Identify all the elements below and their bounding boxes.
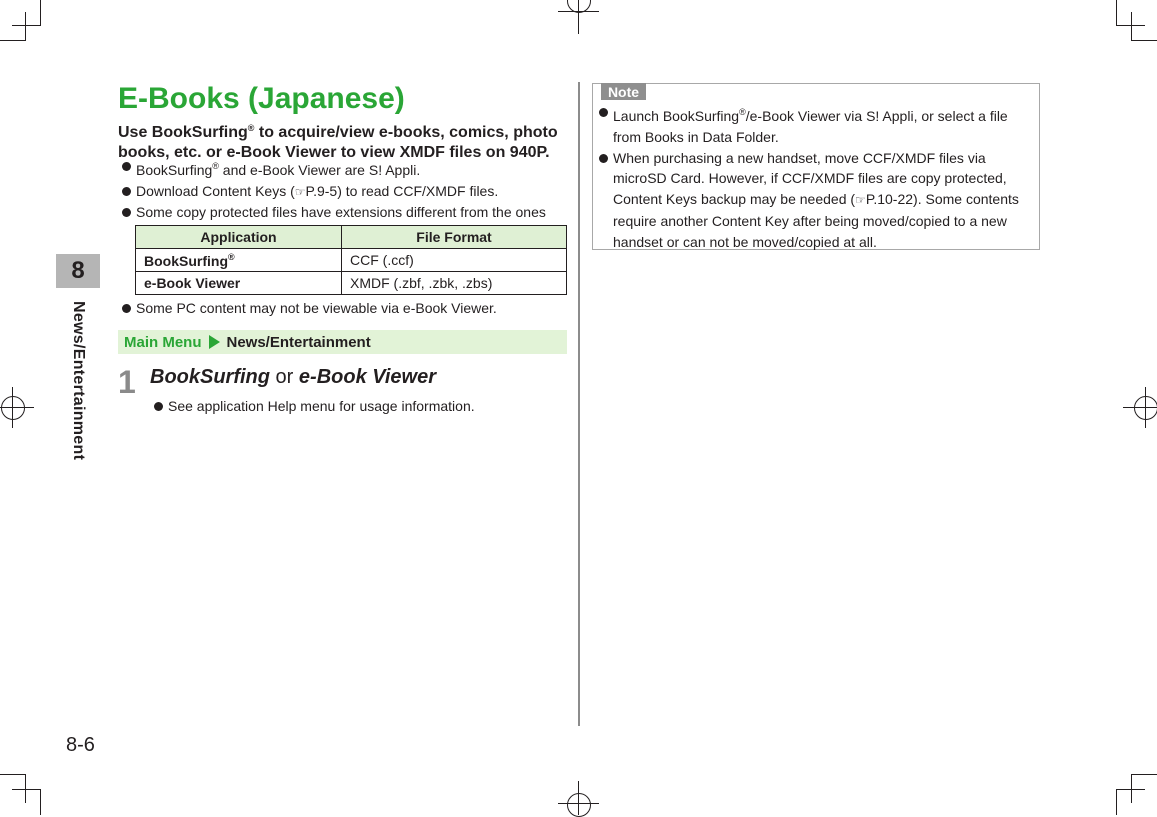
- page-reference-link[interactable]: P.9-5: [305, 182, 338, 199]
- list-item: Launch BookSurfing®/e-Book Viewer via S! Appli, or select a file from Books in Data Folder.: [597, 102, 1037, 148]
- column-header-application: Application: [136, 226, 342, 249]
- table-cell-format: CCF (.ccf): [342, 249, 567, 272]
- option-booksurfing[interactable]: BookSurfing: [150, 366, 270, 388]
- table-row: [136, 249, 567, 272]
- chapter-tab: 8: [56, 254, 100, 288]
- bullet-icon: [122, 162, 131, 171]
- file-format-table: [135, 225, 567, 295]
- page-reference-icon: ☞: [855, 193, 866, 208]
- bullet-icon: [122, 304, 131, 313]
- list-item: See application Help menu for usage information.: [152, 396, 572, 417]
- page-number: 8-6: [66, 734, 95, 756]
- list-item: When purchasing a new handset, move CCF/XMDF files via microSD Card. However, if CCF/XMDF files are copy protected, Content Keys backup may be needed (☞P.10-22). Some contents require another Content Key after being moved/copied to a new handset or can not be moved/copied at all.: [597, 148, 1037, 253]
- pc-bullet-list: [120, 298, 570, 319]
- list-item: Download Content Keys (☞P.9-5) to read CCF/XMDF files.: [120, 181, 570, 203]
- lead-text: Use BookSurfing® to acquire/view e-books, comics, photo books, etc. or e-Book Viewer to view XMDF files on 940P.: [118, 123, 558, 161]
- table-cell-format: XMDF (.zbf, .zbk, .zbs): [342, 272, 567, 295]
- arrow-right-icon: [209, 335, 220, 349]
- bullet-icon: [122, 187, 131, 196]
- step-instruction: BookSurfing or e-Book Viewer: [150, 366, 436, 388]
- table-cell-application: BookSurfing®: [136, 249, 342, 272]
- page-reference-icon: ☞: [294, 184, 306, 199]
- column-divider: [578, 82, 580, 726]
- note-label: Note: [601, 83, 646, 100]
- menu-path-main: Main Menu: [124, 333, 202, 351]
- column-header-file-format: File Format: [342, 226, 567, 249]
- bullet-icon: [599, 108, 608, 117]
- menu-path-bar: [118, 330, 567, 354]
- step-bullet-list: [152, 396, 572, 417]
- option-e-book-viewer[interactable]: e-Book Viewer: [298, 366, 436, 388]
- menu-path-item: News/Entertainment: [226, 333, 371, 351]
- page-title: E-Books (Japanese): [118, 82, 405, 115]
- table-header-row: [136, 226, 567, 249]
- bullet-icon: [154, 402, 163, 411]
- note-bullet-list: [597, 102, 1037, 253]
- chapter-title: News/Entertainment: [70, 301, 87, 461]
- bullet-icon: [599, 154, 608, 163]
- bullet-icon: [122, 208, 131, 217]
- table-cell-application: e-Book Viewer: [136, 272, 342, 295]
- table-row: [136, 272, 567, 295]
- list-item: Some PC content may not be viewable via e-Book Viewer.: [120, 298, 570, 319]
- step-number: 1: [118, 364, 136, 400]
- page-reference-link[interactable]: P.10-22: [865, 191, 914, 208]
- list-item: Some copy protected files have extensions different from the ones: [120, 202, 570, 243]
- list-item: BookSurfing® and e-Book Viewer are S! Appli.: [120, 156, 570, 181]
